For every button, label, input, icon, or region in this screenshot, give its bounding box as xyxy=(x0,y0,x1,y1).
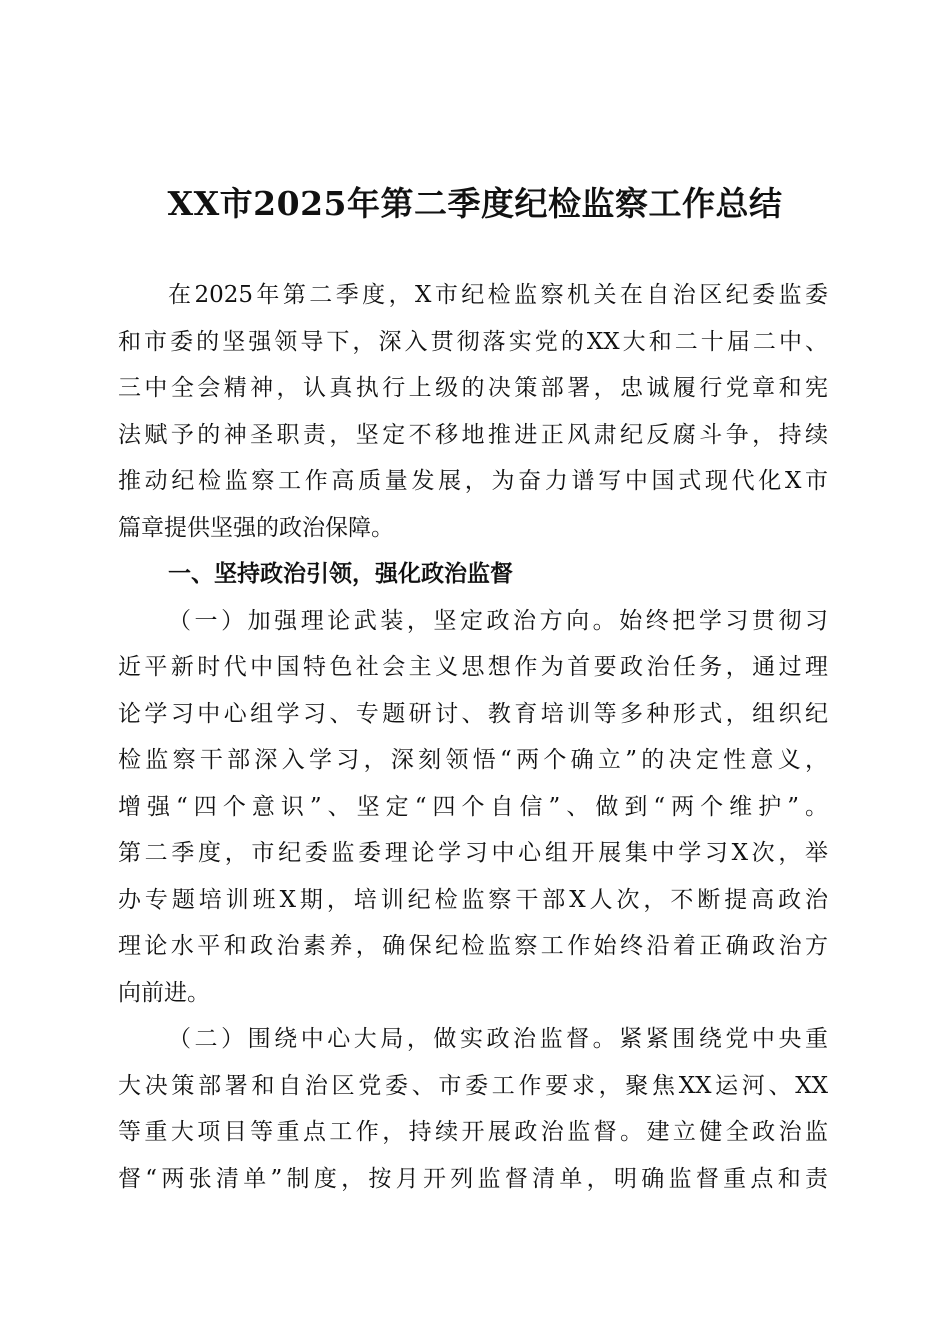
document-title: XX市2025年第二季度纪检监察工作总结 xyxy=(167,184,783,223)
paragraph-intro-line: 篇章提供坚强的政治保障。 xyxy=(118,514,394,541)
section-heading-1: 一、坚持政治引领，强化政治监督 xyxy=(168,561,513,587)
paragraph-1-2-line: （二）围绕中心大局，做实政治监督。紧紧围绕党中央重 xyxy=(168,1026,828,1052)
paragraph-1-1-line: 检监察干部深入学习，深刻领悟“两个确立”的决定性意义， xyxy=(118,747,828,773)
document-body xyxy=(118,272,828,1202)
paragraph-intro-line: 三中全会精神，认真执行上级的决策部署，忠诚履行党章和宪 xyxy=(118,375,828,401)
paragraph-1-1-line: 理论水平和政治素养，确保纪检监察工作始终沿着正确政治方 xyxy=(118,933,828,959)
paragraph-1-2-line: 督“两张清单”制度，按月开列监督清单，明确监督重点和责 xyxy=(118,1165,828,1192)
paragraph-1-1-line: 近平新时代中国特色社会主义思想作为首要政治任务，通过理 xyxy=(118,654,828,680)
paragraph-intro-line: 和市委的坚强领导下，深入贯彻落实党的XX大和二十届二中、 xyxy=(118,328,828,355)
paragraph-1-1-line: （一）加强理论武装，坚定政治方向。始终把学习贯彻习 xyxy=(168,607,828,634)
paragraph-intro-line: 推动纪检监察工作高质量发展，为奋力谱写中国式现代化X市 xyxy=(118,468,828,494)
paragraph-1-1-line: 向前进。 xyxy=(118,979,210,1006)
paragraph-1-1-line: 办专题培训班X期，培训纪检监察干部X人次，不断提高政治 xyxy=(118,886,828,913)
paragraph-1-2-line: 大决策部署和自治区党委、市委工作要求，聚焦XX运河、XX xyxy=(118,1072,828,1099)
paragraph-intro-line: 法赋予的神圣职责，坚定不移地推进正风肃纪反腐斗争，持续 xyxy=(118,421,828,448)
paragraph-1-2-line: 等重大项目等重点工作，持续开展政治监督。建立健全政治监 xyxy=(118,1119,828,1145)
paragraph-1-1-line: 论学习中心组学习、专题研讨、教育培训等多种形式，组织纪 xyxy=(118,700,828,727)
paragraph-1-1-line: 第二季度，市纪委监委理论学习中心组开展集中学习X次，举 xyxy=(118,840,828,866)
paragraph-1-1-line: 增强“四个意识”、坚定“四个自信”、做到“两个维护”。 xyxy=(118,793,828,820)
paragraph-intro-line: 在2025年第二季度，X市纪检监察机关在自治区纪委监委 xyxy=(168,282,828,308)
